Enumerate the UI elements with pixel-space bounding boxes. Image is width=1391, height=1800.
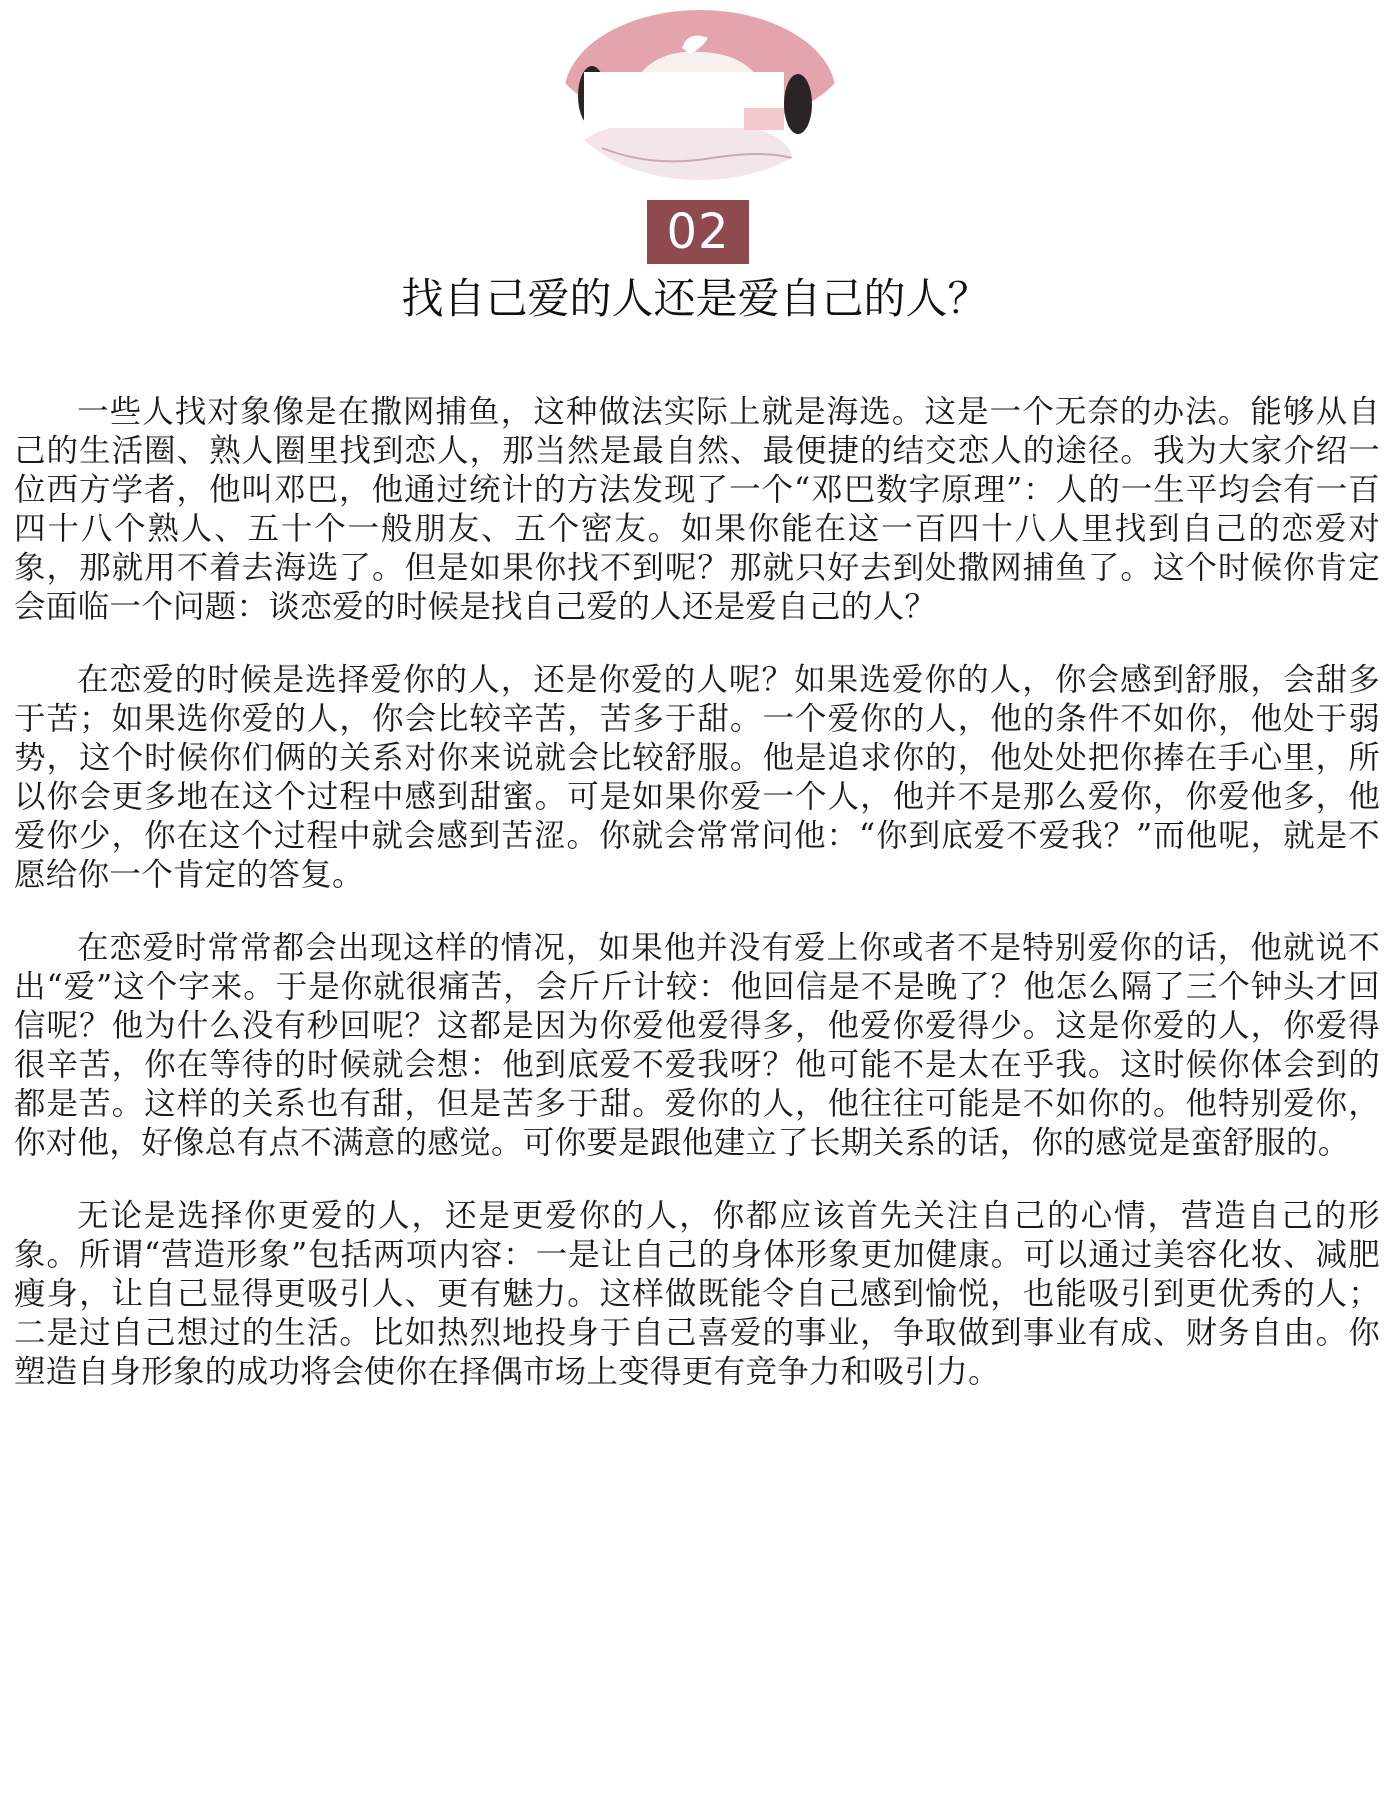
paragraph: 无论是选择你更爱的人，还是更爱你的人，你都应该首先关注自己的心情，营造自己的形象。所谓“营造形象”包括两项内容：一是让自己的身体形象更加健康。可以通过美容化妆、减肥瘦身，让自己显得更吸引人、更有魅力。这样做既能令自己感到愉悦，也能吸引到更优秀的人；二是过自己想过的生活。比如热烈地投身于自己喜爱的事业，争取做到事业有成、财务自由。你塑造自身形象的成功将会使你在择偶市场上变得更有竞争力和吸引力。: [14, 1198, 1380, 1390]
paragraph: 在恋爱时常常都会出现这样的情况，如果他并没有爱上你或者不是特别爱你的话，他就说不出“爱”这个字来。于是你就很痛苦，会斤斤计较：他回信是不是晚了？他怎么隔了三个钟头才回信呢？他为什么没有秒回呢？这都是因为你爱他爱得多，他爱你爱得少。这是你爱的人，你爱得很辛苦，你在等待的时候就会想：他到底爱不爱我呀？他可能不是太在乎我。这时候你体会到的都是苦。这样的关系也有甜，但是苦多于甜。爱你的人，他往往可能是不如你的。他特别爱你，你对他，好像总有点不满意的感觉。可你要是跟他建立了长期关系的话，你的感觉是蛮舒服的。: [14, 930, 1380, 1161]
decorative-illustration-icon: [562, 8, 838, 182]
article-body: [14, 393, 1380, 1426]
section-number-badge: 02: [647, 200, 749, 264]
paragraph: 在恋爱的时候是选择爱你的人，还是你爱的人呢？如果选爱你的人，你会感到舒服，会甜多于苦；如果选你爱的人，你会比较辛苦，苦多于甜。一个爱你的人，他的条件不如你，他处于弱势，这个时候你们俩的关系对你来说就会比较舒服。他是追求你的，他处处把你捧在手心里，所以你会更多地在这个过程中感到甜蜜。可是如果你爱一个人，他并不是那么爱你，你爱他多，他爱你少，你在这个过程中就会感到苦涩。你就会常常问他：“你到底爱不爱我？”而他呢，就是不愿给你一个肯定的答复。: [14, 662, 1380, 893]
article-title: 找自己爱的人还是爱自己的人？: [401, 274, 990, 323]
paragraph: 一些人找对象像是在撒网捕鱼，这种做法实际上就是海选。这是一个无奈的办法。能够从自己的生活圈、熟人圈里找到恋人，那当然是最自然、最便捷的结交恋人的途径。我为大家介绍一位西方学者，他叫邓巴，他通过统计的方法发现了一个“邓巴数字原理”：人的一生平均会有一百四十八个熟人、五十个一般朋友、五个密友。如果你能在这一百四十八人里找到自己的恋爱对象，那就用不着去海选了。但是如果你找不到呢？那就只好去到处撒网捕鱼了。这个时候你肯定会面临一个问题：谈恋爱的时候是找自己爱的人还是爱自己的人？: [14, 394, 1380, 625]
